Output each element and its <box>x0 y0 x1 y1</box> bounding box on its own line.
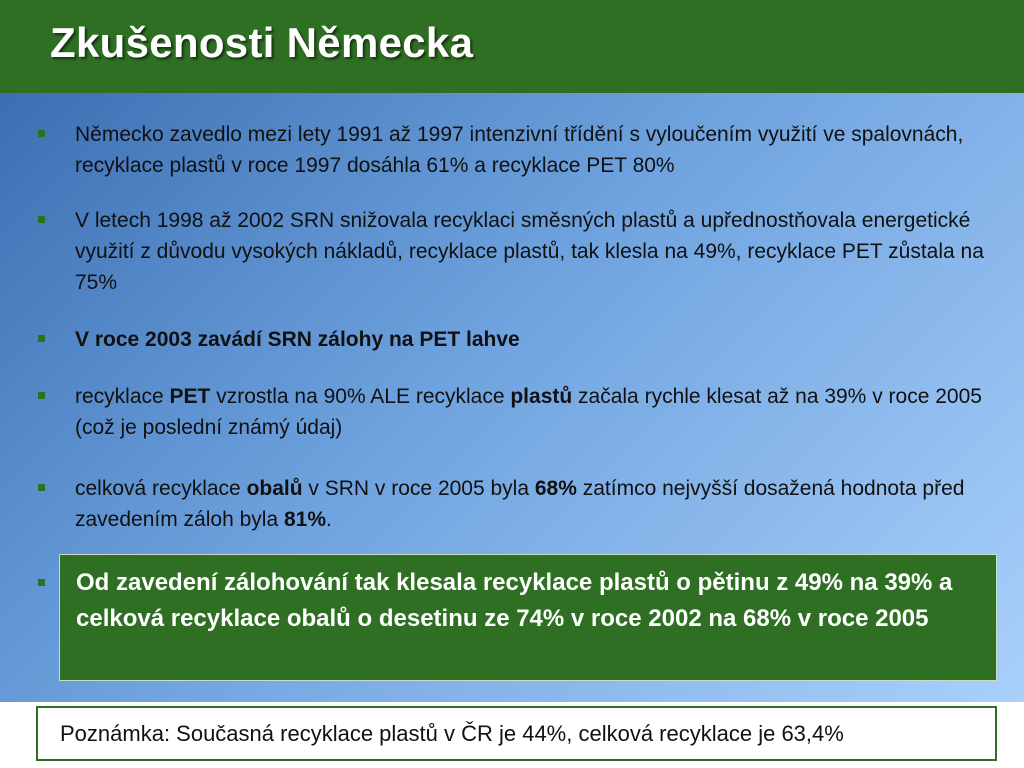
bullet-text-4 <box>75 381 995 443</box>
note-text: Poznámka: Současná recyklace plastů v ČR je 44%, celková recyklace je 63,4% <box>60 721 844 746</box>
bullet-text-segment: V letech 1998 až 2002 SRN snižovala recyklaci směsných plastů a upřednostňovala energetické využití z důvodu vysokých nákladů, recyklace plastů, tak klesla na 49%, recyklace PET zůstala na 75% <box>75 209 984 294</box>
bullet-text-segment-bold: obalů <box>246 477 303 500</box>
slide-title: Zkušenosti Německa <box>50 19 474 66</box>
bullet-text-segment: . <box>326 508 332 531</box>
bullet-text-segment: celková recyklace <box>75 477 247 500</box>
bullet-marker-icon <box>38 335 45 342</box>
highlight-text: Od zavedení zálohování tak klesala recyklace plastů o pětinu z 49% na 39% a celková recyklace obalů o desetinu ze 74% v roce 2002 na 68% v roce 2005 <box>76 569 953 632</box>
bullet-text-segment: recyklace <box>75 385 170 408</box>
bullet-text-segment: vzrostla na 90% ALE recyklace <box>210 385 511 408</box>
bullet-marker-icon <box>38 392 45 399</box>
bullet-text-segment-bold: plastů <box>510 385 573 408</box>
bullet-text-segment: začala rychle klesat až na 39% v roce 2005 (což je poslední známý údaj) <box>75 385 982 439</box>
bullet-text-segment-bold: 81% <box>283 508 326 531</box>
bullet-text-5 <box>75 473 995 535</box>
bullet-text-3 <box>75 324 995 355</box>
bullet-text-segment-bold: PET <box>169 385 211 408</box>
bullet-text-segment: v SRN v roce 2005 byla <box>302 477 535 500</box>
bullet-marker-icon <box>38 484 45 491</box>
bullet-text-segment: Německo zavedlo mezi lety 1991 až 1997 intenzivní třídění s vyloučením využití ve spalovnách, recyklace plastů v roce 1997 dosáhla 61% a recyklace PET 80% <box>75 123 964 177</box>
title-bar <box>0 0 1024 93</box>
bullet-text-segment: zatímco nejvyšší dosažená hodnota před zavedením záloh byla <box>75 477 965 531</box>
bullet-marker-icon <box>38 130 45 137</box>
highlight-box <box>59 554 997 681</box>
bullet-marker-icon <box>38 216 45 223</box>
bullet-marker-icon <box>38 579 45 586</box>
bullet-text-segment-bold: 68% <box>534 477 577 500</box>
note-box <box>36 706 997 761</box>
bullet-text-1 <box>75 119 995 181</box>
bullet-text-2 <box>75 205 995 298</box>
bullet-text-segment-bold: V roce 2003 zavádí SRN zálohy na PET lahve <box>75 328 520 351</box>
